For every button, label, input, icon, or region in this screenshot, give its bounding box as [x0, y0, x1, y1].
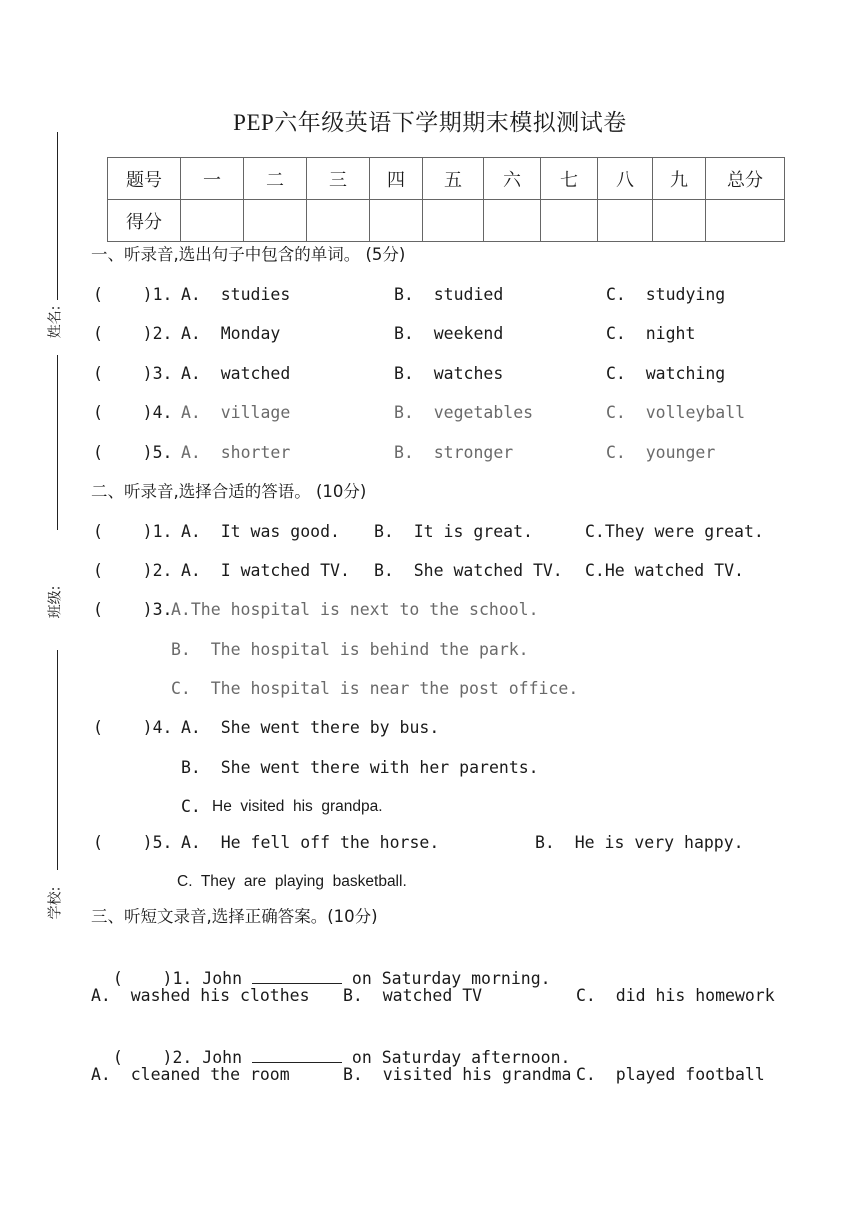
score-table	[107, 157, 785, 242]
s2-q5-number[interactable]: ( )5.	[93, 833, 173, 852]
score-input-cell[interactable]	[706, 200, 785, 242]
s2-q2-option-a: A. I watched TV.	[181, 561, 350, 580]
s3-q2-option-a: A. cleaned the room	[91, 1065, 290, 1084]
s1-q3-option-b: B. watches	[394, 364, 504, 383]
s2-q3-number[interactable]: ( )3.	[93, 600, 173, 619]
score-header-cell: 一	[181, 158, 244, 200]
score-input-cell[interactable]	[307, 200, 370, 242]
s3-q2-option-c: C. played football	[576, 1065, 765, 1084]
s2-q1-option-c: C.They were great.	[585, 522, 764, 541]
score-input-cell[interactable]	[370, 200, 423, 242]
score-input-cell[interactable]	[541, 200, 598, 242]
class-label: 班级:	[47, 585, 64, 619]
s1-q3-option-c: C. watching	[606, 364, 726, 383]
s3-q1	[93, 946, 551, 988]
s1-q5-option-a: A. shorter	[181, 443, 291, 462]
score-input-cell[interactable]	[484, 200, 541, 242]
section3-heading: 三、听短文录音,选择正确答案。(10分)	[91, 907, 378, 926]
score-input-cell[interactable]	[181, 200, 244, 242]
s2-q1-option-b: B. It is great.	[374, 522, 533, 541]
section2-heading: 二、听录音,选择合适的答语。 (10分)	[91, 482, 367, 501]
score-header-cell: 六	[484, 158, 541, 200]
s2-q3-option-c: C. The hospital is near the post office.	[171, 679, 579, 698]
score-header-cell: 九	[653, 158, 706, 200]
s2-q3-option-a: A.The hospital is next to the school.	[171, 600, 539, 619]
s2-q2-option-b: B. She watched TV.	[374, 561, 563, 580]
score-table-score-row	[108, 200, 785, 242]
s1-q1-option-b: B. studied	[394, 285, 504, 304]
s3-q2-pre: John	[202, 1048, 243, 1067]
s1-q4-number[interactable]: ( )4.	[93, 403, 173, 422]
s3-q1-option-c: C. did his homework	[576, 986, 775, 1005]
score-header-cell: 七	[541, 158, 598, 200]
s2-q2-option-c: C.He watched TV.	[585, 561, 744, 580]
s3-q2-number[interactable]: ( )2.	[112, 1048, 193, 1067]
s3-q2-option-b: B. visited his grandma	[343, 1065, 572, 1084]
s3-q1-pre: John	[202, 969, 243, 988]
s1-q2-option-b: B. weekend	[394, 324, 504, 343]
s2-q4-number[interactable]: ( )4.	[93, 718, 173, 737]
score-header-cell: 三	[307, 158, 370, 200]
s3-q2-blank[interactable]	[252, 1048, 342, 1063]
s1-q4-option-c: C. volleyball	[606, 403, 746, 422]
s1-q3-number[interactable]: ( )3.	[93, 364, 173, 383]
s1-q1-option-c: C. studying	[606, 285, 726, 304]
s3-q1-option-a: A. washed his clothes	[91, 986, 310, 1005]
score-input-cell[interactable]	[244, 200, 307, 242]
s1-q2-option-c: C. night	[606, 324, 696, 343]
s2-q4-option-b: B. She went there with her parents.	[181, 758, 539, 777]
s1-q3-option-a: A. watched	[181, 364, 291, 383]
binding-line-mid2	[57, 650, 58, 870]
score-header-cell: 题号	[108, 158, 181, 200]
s2-q5-option-c: C. They are playing basketball.	[177, 873, 407, 890]
s1-q5-option-b: B. stronger	[394, 443, 514, 462]
s1-q5-option-c: C. younger	[606, 443, 716, 462]
school-label: 学校:	[47, 886, 64, 920]
s1-q1-number[interactable]: ( )1.	[93, 285, 173, 304]
s3-q2-post: on Saturday afternoon.	[351, 1048, 571, 1067]
score-row-label: 得分	[108, 200, 181, 242]
s2-q1-option-a: A. It was good.	[181, 522, 340, 541]
s3-q1-number[interactable]: ( )1.	[112, 969, 193, 988]
s2-q4-option-c-label: C.	[181, 797, 201, 816]
s1-q1-option-a: A. studies	[181, 285, 291, 304]
s2-q2-number[interactable]: ( )2.	[93, 561, 173, 580]
s3-q2	[93, 1025, 571, 1067]
s3-q1-blank[interactable]	[252, 969, 342, 984]
s1-q4-option-a: A. village	[181, 403, 291, 422]
s2-q1-number[interactable]: ( )1.	[93, 522, 173, 541]
score-input-cell[interactable]	[653, 200, 706, 242]
s1-q2-option-a: A. Monday	[181, 324, 281, 343]
score-table-header-row	[108, 158, 785, 200]
s2-q5-option-a: A. He fell off the horse.	[181, 833, 440, 852]
score-header-cell: 二	[244, 158, 307, 200]
s1-q5-number[interactable]: ( )5.	[93, 443, 173, 462]
s2-q4-option-a: A. She went there by bus.	[181, 718, 440, 737]
section1-heading: 一、听录音,选出句子中包含的单词。 (5分)	[91, 245, 406, 264]
score-header-cell: 八	[598, 158, 653, 200]
s3-q1-option-b: B. watched TV	[343, 986, 483, 1005]
name-label: 姓名:	[47, 305, 64, 339]
binding-line-top	[57, 132, 58, 300]
page-title: PEP六年级英语下学期期末模拟测试卷	[233, 110, 627, 135]
score-header-cell: 总分	[706, 158, 785, 200]
score-header-cell: 五	[423, 158, 484, 200]
binding-line-mid1	[57, 355, 58, 530]
score-input-cell[interactable]	[598, 200, 653, 242]
s1-q2-number[interactable]: ( )2.	[93, 324, 173, 343]
s2-q5-option-b: B. He is very happy.	[535, 833, 744, 852]
s3-q1-post: on Saturday morning.	[351, 969, 551, 988]
s1-q4-option-b: B. vegetables	[394, 403, 534, 422]
score-input-cell[interactable]	[423, 200, 484, 242]
s2-q3-option-b: B. The hospital is behind the park.	[171, 640, 529, 659]
score-header-cell: 四	[370, 158, 423, 200]
s2-q4-option-c-text: He visited his grandpa.	[212, 798, 383, 815]
